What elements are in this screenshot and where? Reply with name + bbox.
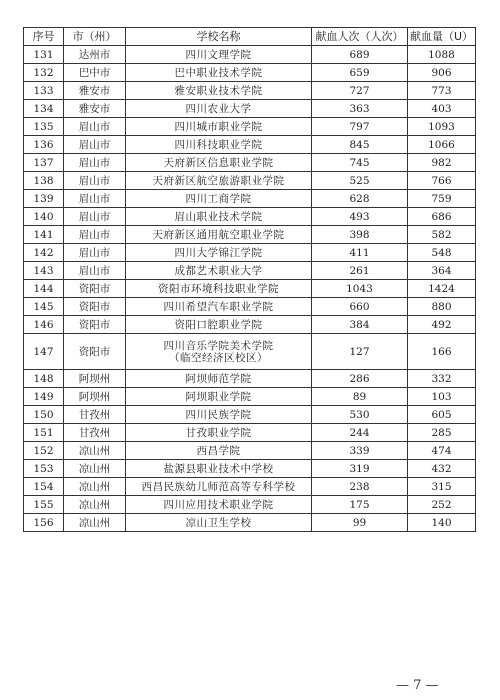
cell-no: 134: [24, 100, 64, 118]
cell-city: 凉山州: [64, 514, 126, 532]
cell-school: 四川音乐学院美术学院 （临空经济区校区）: [126, 334, 312, 370]
cell-volume: 1088: [408, 46, 476, 64]
cell-volume: 103: [408, 388, 476, 406]
cell-donors: 411: [312, 244, 408, 262]
cell-donors: 261: [312, 262, 408, 280]
cell-school: 资阳口腔职业学院: [126, 316, 312, 334]
cell-no: 137: [24, 154, 64, 172]
cell-school: 天府新区航空旅游职业学院: [126, 172, 312, 190]
cell-city: 雅安市: [64, 100, 126, 118]
cell-donors: 286: [312, 370, 408, 388]
cell-school: 四川农业大学: [126, 100, 312, 118]
cell-volume: 432: [408, 460, 476, 478]
cell-donors: 363: [312, 100, 408, 118]
table-row: [24, 442, 476, 460]
cell-donors: 319: [312, 460, 408, 478]
table-row: [24, 460, 476, 478]
cell-city: 资阳市: [64, 334, 126, 370]
cell-volume: 582: [408, 226, 476, 244]
cell-volume: 1424: [408, 280, 476, 298]
cell-volume: 880: [408, 298, 476, 316]
cell-school: 凉山卫生学校: [126, 514, 312, 532]
cell-no: 147: [24, 334, 64, 370]
cell-school: 西昌学院: [126, 442, 312, 460]
table-row: [24, 172, 476, 190]
table-row: [24, 154, 476, 172]
cell-no: 135: [24, 118, 64, 136]
table-row: [24, 100, 476, 118]
table-row: [24, 244, 476, 262]
table-row: [24, 316, 476, 334]
cell-city: 凉山州: [64, 460, 126, 478]
cell-no: 141: [24, 226, 64, 244]
cell-volume: 1093: [408, 118, 476, 136]
cell-school: 四川应用技术职业学院: [126, 496, 312, 514]
cell-no: 132: [24, 64, 64, 82]
cell-no: 150: [24, 406, 64, 424]
cell-no: 138: [24, 172, 64, 190]
cell-city: 凉山州: [64, 478, 126, 496]
cell-donors: 384: [312, 316, 408, 334]
cell-volume: 982: [408, 154, 476, 172]
table-row: [24, 496, 476, 514]
cell-city: 眉山市: [64, 226, 126, 244]
cell-school: 四川科技职业学院: [126, 136, 312, 154]
cell-donors: 530: [312, 406, 408, 424]
cell-no: 144: [24, 280, 64, 298]
cell-city: 甘孜州: [64, 406, 126, 424]
cell-donors: 689: [312, 46, 408, 64]
cell-no: 148: [24, 370, 64, 388]
cell-city: 达州市: [64, 46, 126, 64]
cell-volume: 548: [408, 244, 476, 262]
cell-donors: 845: [312, 136, 408, 154]
cell-volume: 166: [408, 334, 476, 370]
cell-city: 阿坝州: [64, 370, 126, 388]
cell-volume: 1066: [408, 136, 476, 154]
header-volume: 献血量（U）: [408, 28, 476, 46]
cell-volume: 252: [408, 496, 476, 514]
cell-school: 四川文理学院: [126, 46, 312, 64]
cell-donors: 745: [312, 154, 408, 172]
cell-donors: 659: [312, 64, 408, 82]
cell-donors: 1043: [312, 280, 408, 298]
cell-volume: 403: [408, 100, 476, 118]
cell-no: 143: [24, 262, 64, 280]
cell-school: 四川城市职业学院: [126, 118, 312, 136]
table-row: [24, 118, 476, 136]
cell-no: 156: [24, 514, 64, 532]
cell-volume: 285: [408, 424, 476, 442]
cell-city: 资阳市: [64, 280, 126, 298]
cell-donors: 99: [312, 514, 408, 532]
cell-no: 140: [24, 208, 64, 226]
donation-table: [23, 27, 476, 532]
cell-volume: 906: [408, 64, 476, 82]
cell-volume: 364: [408, 262, 476, 280]
header-donors: 献血人次（人次）: [312, 28, 408, 46]
table-row: [24, 424, 476, 442]
cell-school: 天府新区通用航空职业学院: [126, 226, 312, 244]
cell-donors: 660: [312, 298, 408, 316]
cell-volume: 315: [408, 478, 476, 496]
cell-donors: 797: [312, 118, 408, 136]
cell-city: 眉山市: [64, 262, 126, 280]
table-row: [24, 64, 476, 82]
cell-no: 151: [24, 424, 64, 442]
cell-city: 资阳市: [64, 316, 126, 334]
cell-no: 131: [24, 46, 64, 64]
cell-school: 四川希望汽车职业学院: [126, 298, 312, 316]
cell-volume: 140: [408, 514, 476, 532]
cell-school: 四川大学锦江学院: [126, 244, 312, 262]
cell-no: 139: [24, 190, 64, 208]
cell-no: 155: [24, 496, 64, 514]
cell-school: 西昌民族幼儿师范高等专科学校: [126, 478, 312, 496]
table-row: [24, 298, 476, 316]
cell-donors: 89: [312, 388, 408, 406]
table-row: [24, 388, 476, 406]
cell-city: 雅安市: [64, 82, 126, 100]
cell-school: 眉山职业技术学院: [126, 208, 312, 226]
cell-city: 眉山市: [64, 172, 126, 190]
cell-volume: 766: [408, 172, 476, 190]
header-no: 序号: [24, 28, 64, 46]
cell-no: 133: [24, 82, 64, 100]
cell-donors: 175: [312, 496, 408, 514]
table-row: [24, 406, 476, 424]
cell-school: 天府新区信息职业学院: [126, 154, 312, 172]
cell-city: 巴中市: [64, 64, 126, 82]
cell-school: 四川民族学院: [126, 406, 312, 424]
cell-donors: 727: [312, 82, 408, 100]
cell-donors: 628: [312, 190, 408, 208]
cell-no: 154: [24, 478, 64, 496]
cell-no: 145: [24, 298, 64, 316]
table-row: [24, 514, 476, 532]
cell-city: 眉山市: [64, 208, 126, 226]
table-row: [24, 46, 476, 64]
table-row: [24, 190, 476, 208]
cell-city: 眉山市: [64, 190, 126, 208]
cell-no: 152: [24, 442, 64, 460]
cell-donors: 398: [312, 226, 408, 244]
cell-no: 153: [24, 460, 64, 478]
table-row: [24, 280, 476, 298]
cell-school: 雅安职业技术学院: [126, 82, 312, 100]
cell-donors: 238: [312, 478, 408, 496]
cell-donors: 244: [312, 424, 408, 442]
cell-donors: 493: [312, 208, 408, 226]
cell-city: 眉山市: [64, 154, 126, 172]
cell-city: 眉山市: [64, 118, 126, 136]
cell-volume: 773: [408, 82, 476, 100]
cell-school: 资阳市环境科技职业学院: [126, 280, 312, 298]
page-number: — 7 —: [396, 678, 439, 693]
cell-volume: 332: [408, 370, 476, 388]
cell-school: 成都艺术职业大学: [126, 262, 312, 280]
table-row: [24, 208, 476, 226]
cell-donors: 127: [312, 334, 408, 370]
cell-city: 眉山市: [64, 244, 126, 262]
table-row: [24, 136, 476, 154]
cell-no: 136: [24, 136, 64, 154]
cell-city: 甘孜州: [64, 424, 126, 442]
cell-school: 四川工商学院: [126, 190, 312, 208]
cell-volume: 605: [408, 406, 476, 424]
cell-city: 资阳市: [64, 298, 126, 316]
cell-school: 阿坝职业学院: [126, 388, 312, 406]
cell-city: 阿坝州: [64, 388, 126, 406]
cell-school: 阿坝师范学院: [126, 370, 312, 388]
cell-volume: 759: [408, 190, 476, 208]
cell-no: 146: [24, 316, 64, 334]
cell-no: 149: [24, 388, 64, 406]
cell-volume: 474: [408, 442, 476, 460]
cell-donors: 339: [312, 442, 408, 460]
cell-school: 甘孜职业学院: [126, 424, 312, 442]
table-row: [24, 262, 476, 280]
cell-no: 142: [24, 244, 64, 262]
cell-volume: 686: [408, 208, 476, 226]
cell-school: 巴中职业技术学院: [126, 64, 312, 82]
cell-city: 眉山市: [64, 136, 126, 154]
table-row: [24, 334, 476, 370]
header-row: [24, 28, 476, 46]
cell-donors: 525: [312, 172, 408, 190]
cell-school: 盐源县职业技术中学校: [126, 460, 312, 478]
table-body: [24, 46, 476, 532]
table-row: [24, 370, 476, 388]
table-row: [24, 226, 476, 244]
cell-volume: 492: [408, 316, 476, 334]
header-city: 市（州）: [64, 28, 126, 46]
header-school: 学校名称: [126, 28, 312, 46]
cell-city: 凉山州: [64, 442, 126, 460]
table-row: [24, 478, 476, 496]
table-row: [24, 82, 476, 100]
cell-city: 凉山州: [64, 496, 126, 514]
